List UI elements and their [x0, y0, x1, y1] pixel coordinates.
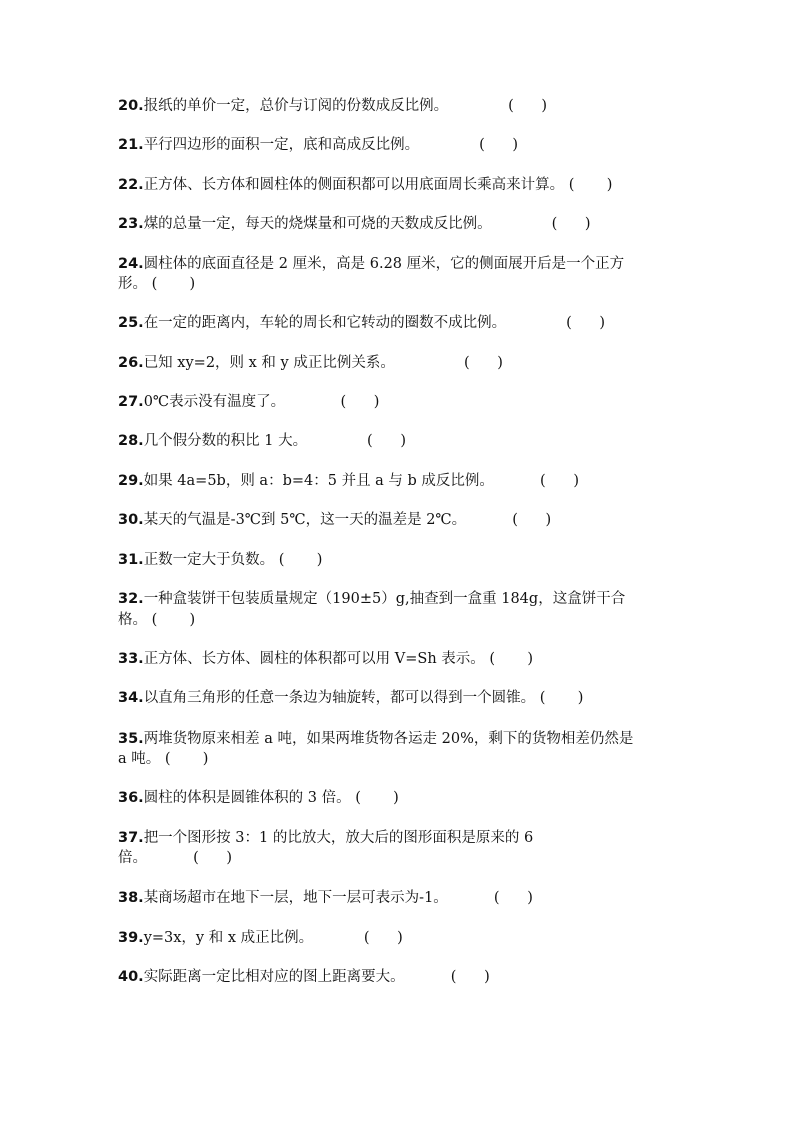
question-39	[118, 928, 678, 948]
question-number: 34.	[118, 690, 144, 706]
question-number: 32.	[118, 591, 144, 607]
question-text: 几个假分数的积比 1 大。 ( )	[143, 433, 407, 449]
question-32-continuation	[118, 610, 678, 630]
question-30	[118, 510, 678, 530]
question-34	[118, 688, 678, 708]
question-40	[118, 967, 678, 987]
question-text: 以直角三角形的任意一条边为轴旋转，都可以得到一个圆锥。 ( )	[143, 690, 584, 706]
question-text-line2: 形。 ( )	[118, 276, 196, 292]
question-text: 已知 xy=2，则 x 和 y 成正比例关系。 ( )	[143, 355, 503, 371]
question-37-continuation	[118, 848, 678, 868]
question-29	[118, 471, 678, 491]
question-28	[118, 431, 678, 451]
question-26	[118, 353, 678, 373]
question-number: 24.	[118, 256, 144, 272]
question-number: 35.	[118, 731, 144, 747]
question-23	[118, 214, 678, 234]
question-number: 37.	[118, 830, 144, 846]
question-text: 0℃表示没有温度了。 ( )	[143, 394, 380, 410]
question-38	[118, 888, 678, 908]
question-number: 20.	[118, 98, 144, 114]
question-text: 煤的总量一定，每天的烧煤量和可烧的天数成反比例。 ( )	[143, 216, 591, 232]
question-number: 23.	[118, 216, 144, 232]
question-number: 29.	[118, 473, 144, 489]
question-text: 在一定的距离内，车轮的周长和它转动的圈数不成比例。 ( )	[143, 315, 606, 331]
question-20	[118, 96, 678, 116]
question-24-continuation	[118, 274, 678, 294]
question-text: 实际距离一定比相对应的图上距离要大。 ( )	[143, 969, 490, 985]
question-number: 27.	[118, 394, 144, 410]
question-number: 40.	[118, 969, 144, 985]
question-number: 31.	[118, 552, 144, 568]
question-number: 38.	[118, 890, 144, 906]
question-text: 两堆货物原来相差 a 吨，如果两堆货物各运走 20%，剩下的货物相差仍然是	[143, 731, 634, 747]
question-21	[118, 135, 678, 155]
question-text: 圆柱体的底面直径是 2 厘米，高是 6.28 厘米，它的侧面展开后是一个正方	[143, 256, 625, 272]
question-27	[118, 392, 678, 412]
question-text: 正数一定大于负数。 ( )	[143, 552, 323, 568]
question-25	[118, 313, 678, 333]
question-text-line2: a 吨。 ( )	[118, 751, 209, 767]
question-32	[118, 589, 678, 609]
question-text: 报纸的单价一定，总价与订阅的份数成反比例。 ( )	[143, 98, 548, 114]
question-text: 平行四边形的面积一定，底和高成反比例。 ( )	[143, 137, 519, 153]
question-number: 26.	[118, 355, 144, 371]
question-35	[118, 729, 678, 749]
question-text: 某商场超市在地下一层，地下一层可表示为-1。 ( )	[143, 890, 533, 906]
question-text: 某天的气温是-3℃到 5℃，这一天的温差是 2℃。 ( )	[143, 512, 552, 528]
question-number: 36.	[118, 790, 144, 806]
question-text: 正方体、长方体和圆柱体的侧面积都可以用底面周长乘高来计算。 ( )	[143, 177, 613, 193]
question-text: 如果 4a=5b，则 a：b=4：5 并且 a 与 b 成反比例。 ( )	[143, 473, 579, 489]
question-31	[118, 550, 678, 570]
question-number: 39.	[118, 930, 144, 946]
question-number: 30.	[118, 512, 144, 528]
question-text-line2: 倍。 ( )	[118, 850, 233, 866]
question-text: 圆柱的体积是圆锥体积的 3 倍。 ( )	[143, 790, 399, 806]
question-text: 一种盒装饼干包装质量规定（190±5）g,抽查到一盒重 184g，这盒饼干合	[143, 591, 626, 607]
question-text: 正方体、长方体、圆柱的体积都可以用 V=Sh 表示。 ( )	[143, 651, 533, 667]
question-text: 把一个图形按 3：1 的比放大，放大后的图形面积是原来的 6	[143, 830, 534, 846]
question-number: 33.	[118, 651, 144, 667]
question-number: 22.	[118, 177, 144, 193]
question-33	[118, 649, 678, 669]
question-number: 25.	[118, 315, 144, 331]
question-37	[118, 828, 678, 848]
question-22	[118, 175, 678, 195]
question-text-line2: 格。 ( )	[118, 612, 196, 628]
question-35-continuation	[118, 749, 678, 769]
question-number: 28.	[118, 433, 144, 449]
question-text: y=3x，y 和 x 成正比例。 ( )	[143, 930, 403, 946]
question-number: 21.	[118, 137, 144, 153]
question-24	[118, 254, 678, 274]
question-36	[118, 788, 678, 808]
